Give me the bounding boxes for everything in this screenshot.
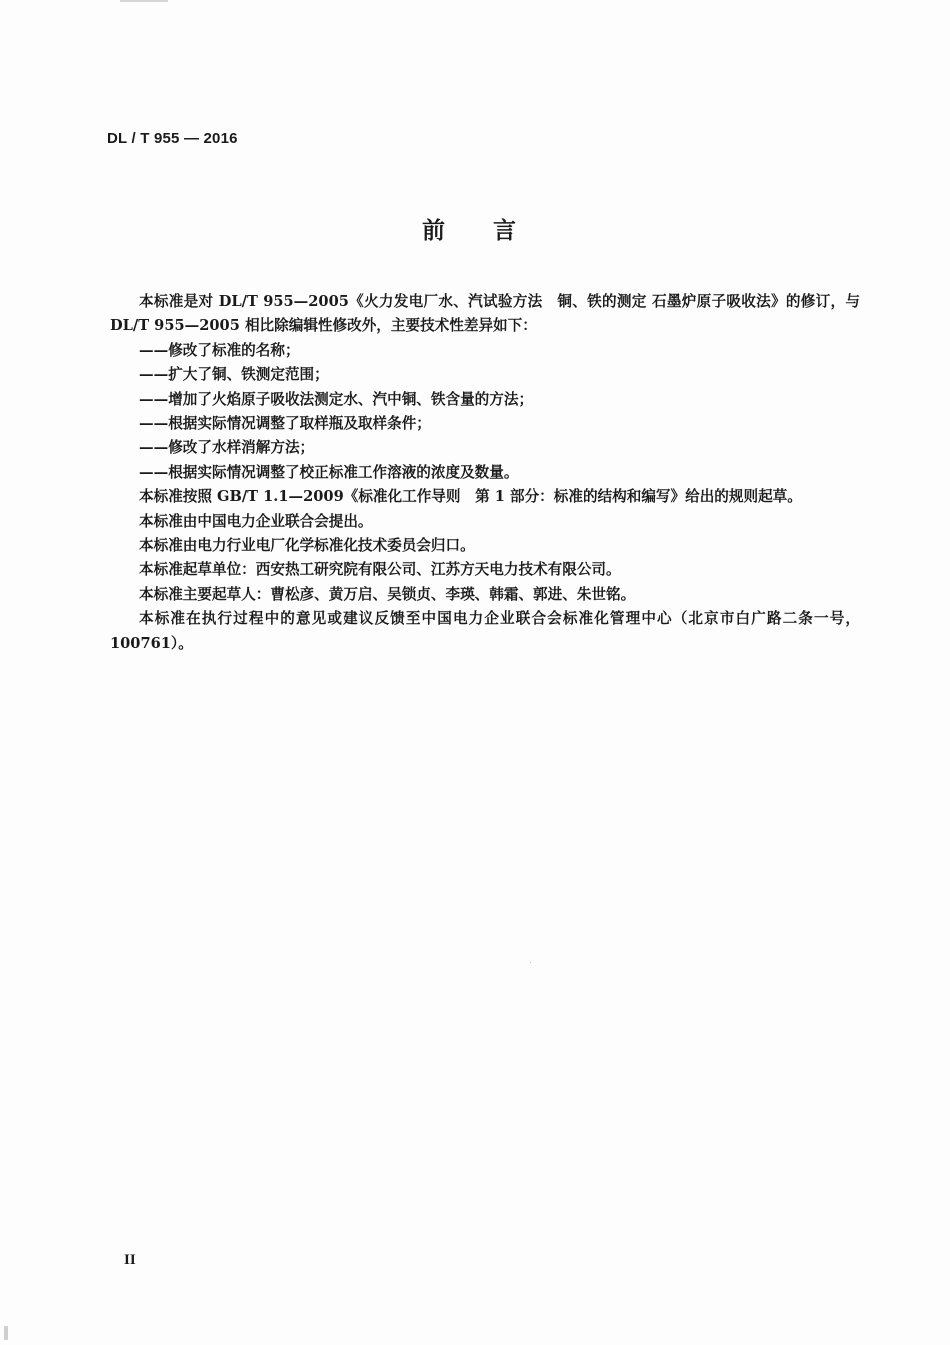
change-item: ——扩大了铜、铁测定范围； (139, 366, 329, 384)
intro-paragraph: 本标准是对 DL/T 955—2005《火力发电厂水、汽试验方法 铜、铁的测定 石墨炉原子吸收法》的修订，与 DL/T 955—2005 相比除编辑性修改外，主要技术性差异如下： (110, 293, 860, 335)
feedback-paragraph: 本标准在执行过程中的意见或建议反馈至中国电力企业联合会标准化管理中心（北京市白广路二条一号，100761）。 (110, 610, 860, 652)
change-item: ——修改了水样消解方法； (139, 439, 315, 457)
page-number: II (124, 1252, 136, 1268)
change-item: ——根据实际情况调整了取样瓶及取样条件； (139, 415, 431, 433)
change-item: ——根据实际情况调整了校正标准工作溶液的浓度及数量。 (139, 463, 519, 481)
scan-speck (530, 962, 531, 963)
scan-artifact-top (120, 0, 168, 2)
change-item: ——增加了火焰原子吸收法测定水、汽中铜、铁含量的方法； (139, 390, 534, 408)
drafting-rule-paragraph: 本标准按照 GB/T 1.1—2009《标准化工作导则 第 1 部分：标准的结构和编写》给出的规则起草。 (139, 488, 802, 506)
change-item: ——修改了标准的名称； (139, 341, 300, 359)
foreword-body (110, 290, 860, 656)
scan-artifact-bottom (4, 1326, 8, 1340)
drafters-paragraph: 本标准主要起草人：曹松彦、黄万启、吴锁贞、李瑛、韩霜、郭进、朱世铭。 (139, 585, 636, 603)
managed-by-paragraph: 本标准由电力行业电厂化学标准化技术委员会归口。 (139, 537, 475, 555)
standard-number: DL / T 955 — 2016 (107, 130, 238, 147)
section-title-foreword: 前言 (422, 218, 564, 244)
drafting-units-paragraph: 本标准起草单位：西安热工研究院有限公司、江苏方天电力技术有限公司。 (139, 561, 621, 579)
proposed-by-paragraph: 本标准由中国电力企业联合会提出。 (139, 512, 373, 530)
